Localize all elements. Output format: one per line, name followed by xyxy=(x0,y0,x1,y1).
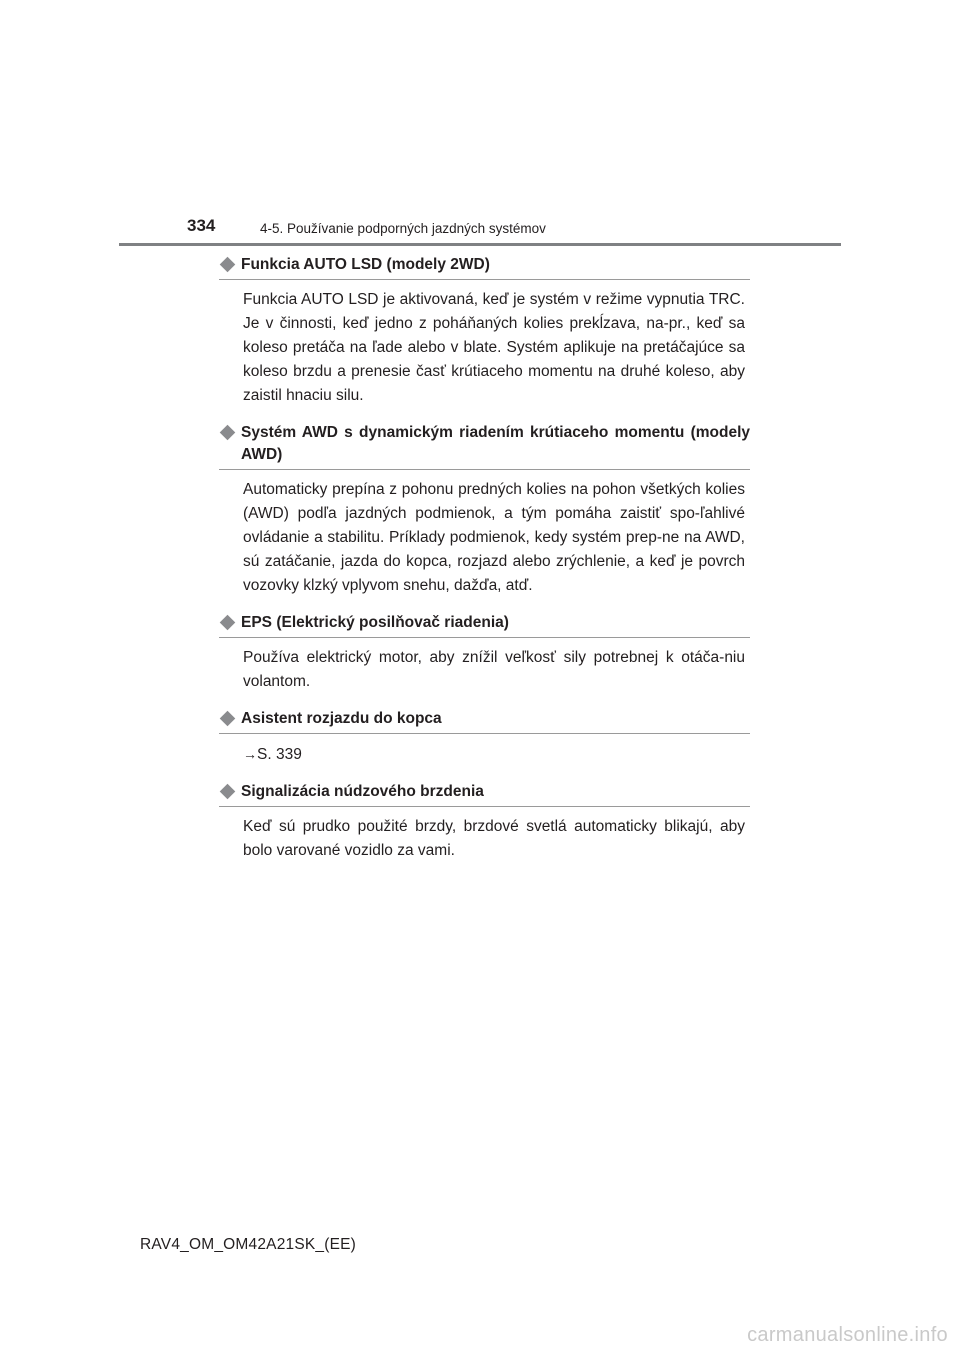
manual-code: RAV4_OM_OM42A21SK_(EE) xyxy=(140,1236,357,1253)
section-auto-lsd xyxy=(219,252,750,408)
diamond-bullet-icon xyxy=(220,615,236,631)
main-content xyxy=(219,252,750,875)
section-awd xyxy=(219,420,750,598)
heading-text: Systém AWD s dynamickým riadením krútiaceho momentu (modely AWD) xyxy=(241,424,750,463)
diamond-bullet-icon xyxy=(220,711,236,727)
heading-text: Asistent rozjazdu do kopca xyxy=(241,710,442,727)
section-body xyxy=(243,742,745,767)
section-heading xyxy=(219,420,750,470)
section-body: Keď sú prudko použité brzdy, brzdové svetlá automaticky blikajú, aby bolo varované vozidlo za vami. xyxy=(243,818,745,859)
page-reference-link[interactable]: S. 339 xyxy=(257,746,302,763)
heading-text: EPS (Elektrický posilňovač riadenia) xyxy=(241,614,509,631)
page-number: 334 xyxy=(187,216,216,235)
section-body: Automaticky prepína z pohonu predných kolies na pohon všetkých kolies (AWD) podľa jazdných podmienok, a tým pomáha zaistiť spo-ľahlivé ovládanie a stabilitu. Príklady podmienok, kedy systém prep-ne na AWD, sú zatáčanie, jazda do kopca, rozjazd alebo zrýchlenie, a keď je povrch vozovky klzký vplyvom snehu, dažďa, atď. xyxy=(243,481,745,594)
header-divider xyxy=(119,243,841,246)
heading-text: Signalizácia núdzového brzdenia xyxy=(241,783,484,800)
arrow-right-icon: → xyxy=(243,746,257,762)
section-body: Funkcia AUTO LSD je aktivovaná, keď je systém v režime vypnutia TRC. Je v činnosti, keď jedno z poháňaných kolies prekĺzava, na-pr., keď sa koleso pretáča na ľade alebo v blate. Systém aplikuje na pretáčajúce sa koleso brzdu a prenesie časť krútiaceho momentu na druhé koleso, aby zaistil hnaciu silu. xyxy=(243,291,745,404)
section-eps xyxy=(219,610,750,694)
section-heading xyxy=(219,610,750,638)
heading-text: Funkcia AUTO LSD (modely 2WD) xyxy=(241,256,490,273)
section-heading xyxy=(219,252,750,280)
section-emergency-brake xyxy=(219,779,750,863)
diamond-bullet-icon xyxy=(220,257,236,273)
diamond-bullet-icon xyxy=(220,784,236,800)
section-heading xyxy=(219,706,750,734)
section-heading xyxy=(219,779,750,807)
section-hill-start xyxy=(219,706,750,767)
diamond-bullet-icon xyxy=(220,425,236,441)
watermark: carmanualsonline.info xyxy=(747,1324,948,1346)
section-body: Používa elektrický motor, aby znížil veľkosť sily potrebnej k otáča-niu volantom. xyxy=(243,649,745,690)
chapter-title: 4-5. Používanie podporných jazdných systémov xyxy=(260,221,546,236)
